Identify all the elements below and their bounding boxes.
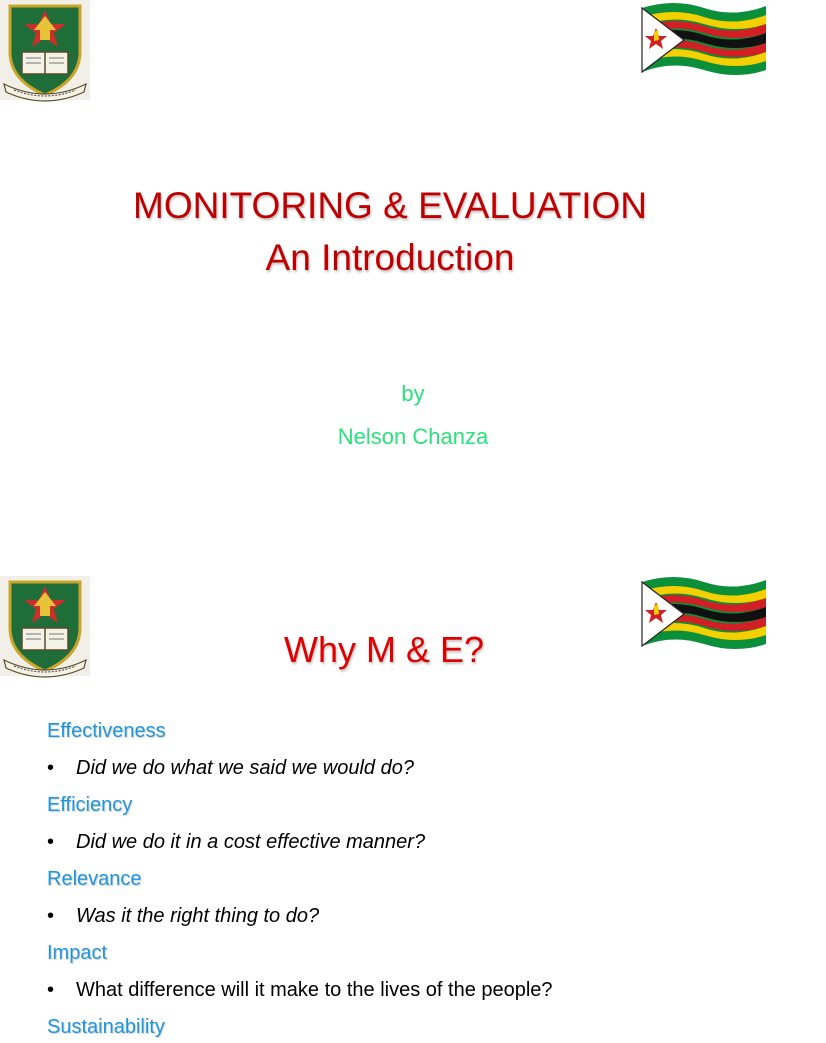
criterion-question: What difference will it make to the lives of the people? <box>76 979 553 1001</box>
author-name: Nelson Chanza <box>337 424 489 449</box>
title-slide <box>0 0 768 540</box>
criterion-bullet <box>47 969 747 1011</box>
criterion-bullet <box>47 821 747 863</box>
criterion-heading: Efficiency <box>47 794 133 816</box>
bullet-dot: • <box>47 831 55 853</box>
by-label: by <box>401 381 425 406</box>
slide-title <box>0 180 780 284</box>
why-me-slide <box>0 572 768 1038</box>
criterion-question: Did we do what we said we would do? <box>76 757 414 779</box>
criterion-question: Did we do it in a cost effective manner? <box>76 831 426 853</box>
criteria-list <box>47 715 747 1043</box>
bullet-dot: • <box>47 757 55 779</box>
bullet-dot: • <box>47 979 55 1001</box>
bullet-dot: • <box>47 905 55 927</box>
criterion-heading: Effectiveness <box>47 720 166 742</box>
title-line-1: MONITORING & EVALUATION <box>133 185 647 226</box>
zimbabwe-flag-icon <box>640 0 768 76</box>
slide-title: Why M & E? <box>283 629 485 670</box>
criterion-bullet <box>47 895 747 937</box>
criterion-bullet <box>47 747 747 789</box>
criterion-heading: Relevance <box>47 868 142 890</box>
title-line-2: An Introduction <box>265 237 515 278</box>
university-crest-icon <box>0 0 90 100</box>
criterion-heading: Sustainability <box>47 1016 165 1038</box>
criterion-heading: Impact <box>47 942 108 964</box>
criterion-question: Was it the right thing to do? <box>76 905 320 927</box>
